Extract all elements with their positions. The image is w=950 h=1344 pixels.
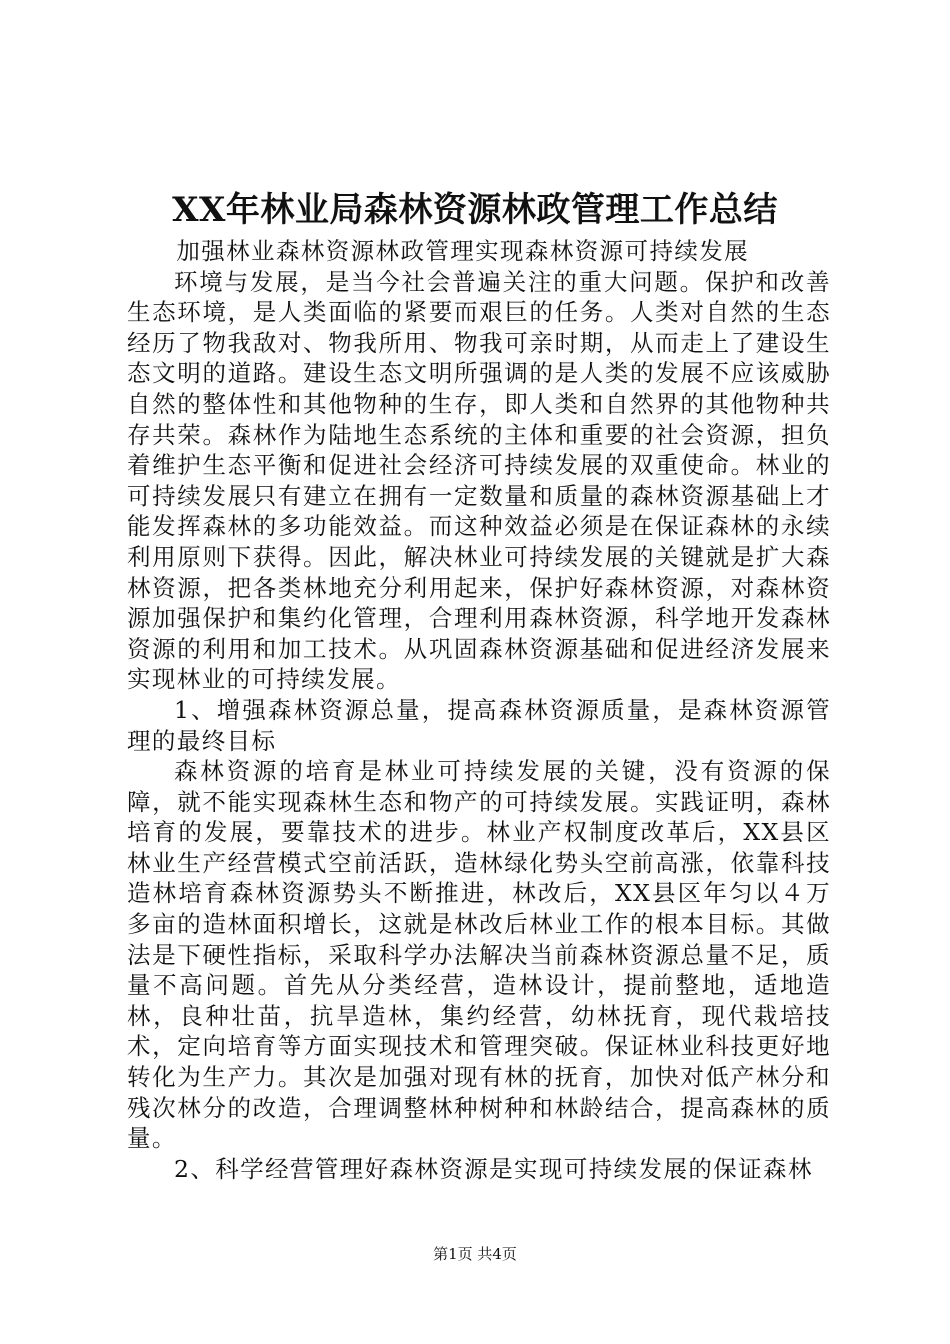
document-body (127, 236, 831, 1184)
document-title: XX年林业局森林资源林政管理工作总结 (172, 190, 778, 230)
body-paragraph-intro: 环境与发展，是当今社会普遍关注的重大问题。保护和改善生态环境，是人类面临的紧要而艰巨的任务。人类对自然的生态经历了物我敌对、物我所用、物我可亲时期，从而走上了建设生态文明的道路。建设生态文明所强调的是人类的发展不应该威胁自然的整体性和其他物种的生存，即人类和自然界的其他物种共存共荣。森林作为陆地生态系统的主体和重要的社会资源，担负着维护生态平衡和促进社会经济可持续发展的双重使命。林业的可持续发展只有建立在拥有一定数量和质量的森林资源基础上才能发挥森林的多功能效益。而这种效益必须是在保证森林的永续利用原则下获得。因此，解决林业可持续发展的关键就是扩大森林资源，把各类林地充分利用起来，保护好森林资源，对森林资源加强保护和集约化管理，合理利用森林资源，科学地开发森林资源的利用和加工技术。从巩固森林资源基础和促进经济发展来实现林业的可持续发展。 (127, 267, 831, 694)
page-number-footer: 第1页 共4页 (433, 1245, 517, 1263)
section-heading-1: 1、增强森林资源总量，提高森林资源质量，是森林资源管理的最终目标 (127, 695, 831, 755)
section-heading-2: 2、科学经营管理好森林资源是实现可持续发展的保证森林 (174, 1154, 813, 1183)
document-subtitle: 加强林业森林资源林政管理实现森林资源可持续发展 (176, 237, 750, 265)
body-paragraph-section-1: 森林资源的培育是林业可持续发展的关键，没有资源的保障，就不能实现森林生态和物产的可持续发展。实践证明，森林培育的发展，要靠技术的进步。林业产权制度改革后，XX县区林业生产经营模式空前活跃，造林绿化势头空前高涨，依靠科技造林培育森林资源势头不断推进，林改后，XX县区年匀以４万多亩的造林面积增长，这就是林改后林业工作的根本目标。其做法是下硬性指标，采取科学办法解决当前森林资源总量不足，质量不高问题。首先从分类经营，造林设计，提前整地，适地造林，良种壮苗，抗旱造林，集约经营，幼林抚育，现代栽培技术，定向培育等方面实现技术和管理突破。保证林业科技更好地转化为生产力。其次是加强对现有林的抚育，加快对低产林分和残次林分的改造，合理调整林种树种和林龄结合，提高森林的质量。 (127, 757, 831, 1153)
